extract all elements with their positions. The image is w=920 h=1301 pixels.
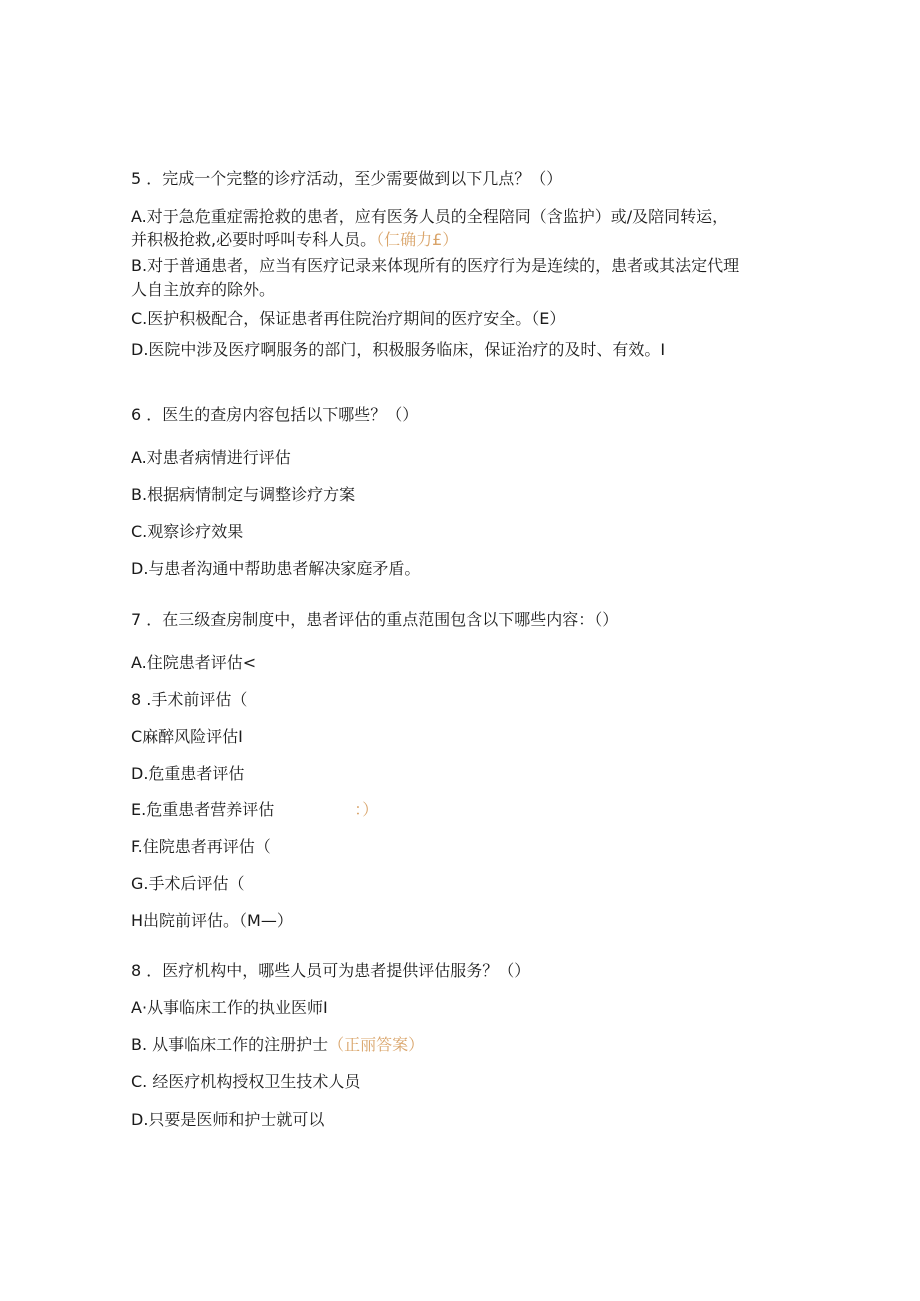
q7-option-e	[131, 800, 378, 820]
q8-option-c: C. 经医疗机构授权卫生技术人员	[131, 1072, 361, 1091]
q7-option-a: A.住院患者评估<	[131, 653, 257, 672]
q7-option-e-note: ：）	[354, 800, 379, 819]
q5-option-a-text: 并积极抢救,必要时呼叫专科人员。	[131, 230, 377, 249]
q5-option-a-line2	[131, 230, 458, 250]
q8-option-b-note: （正丽答案）	[328, 1035, 425, 1054]
q7-option-c: C麻醉风险评估I	[131, 727, 243, 746]
q7-option-d: D.危重患者评估	[131, 764, 245, 783]
q8-option-b	[131, 1035, 424, 1055]
q7-option-b: 8 .手术前评估（	[131, 690, 248, 709]
q6-option-c: C.观察诊疗效果	[131, 522, 244, 541]
q6-option-a: A.对患者病情进行评估	[131, 448, 291, 467]
question-7: 7 ．在三级查房制度中，患者评估的重点范围包含以下哪些内容：（）	[131, 610, 619, 629]
question-5: 5 ．完成一个完整的诊疗活动，至少需要做到以下几点？（）	[131, 169, 563, 188]
q6-option-b: B.根据病情制定与调整诊疗方案	[131, 485, 356, 504]
q5-option-a-note: （仁确力£）	[376, 230, 459, 249]
q6-option-d: D.与患者沟通中帮助患者解决家庭矛盾。	[131, 559, 421, 578]
q8-option-d: D.只要是医师和护士就可以	[131, 1110, 325, 1129]
q5-option-c: C.医护积极配合，保证患者再住院治疗期间的医疗安全。（E）	[131, 309, 566, 328]
q5-option-b-line2: 人自主放弃的除外。	[131, 280, 276, 299]
q7-option-g: G.手术后评估（	[131, 874, 245, 893]
q5-option-d: D.医院中涉及医疗啊服务的部门，积极服务临床，保证治疗的及时、有效。I	[131, 340, 666, 359]
q8-option-b-text: B. 从事临床工作的注册护士	[131, 1035, 329, 1054]
q5-option-a-line1: A.对于急危重症需抢救的患者，应有医务人员的全程陪同（含监护）或/及陪同转运，	[131, 207, 729, 226]
q7-option-h: H出院前评估。（M—）	[131, 911, 293, 930]
q7-option-f: F.住院患者再评估（	[131, 837, 271, 856]
q5-option-b-line1: B.对于普通患者，应当有医疗记录来体现所有的医疗行为是连续的，患者或其法定代理	[131, 256, 740, 275]
question-6: 6 ．医生的查房内容包括以下哪些？（）	[131, 405, 419, 424]
q8-option-a: A·从事临床工作的执业医师I	[131, 998, 328, 1017]
q7-option-e-text: E.危重患者营养评估	[131, 800, 275, 819]
question-8: 8 ．医疗机构中，哪些人员可为患者提供评估服务？（）	[131, 961, 531, 980]
